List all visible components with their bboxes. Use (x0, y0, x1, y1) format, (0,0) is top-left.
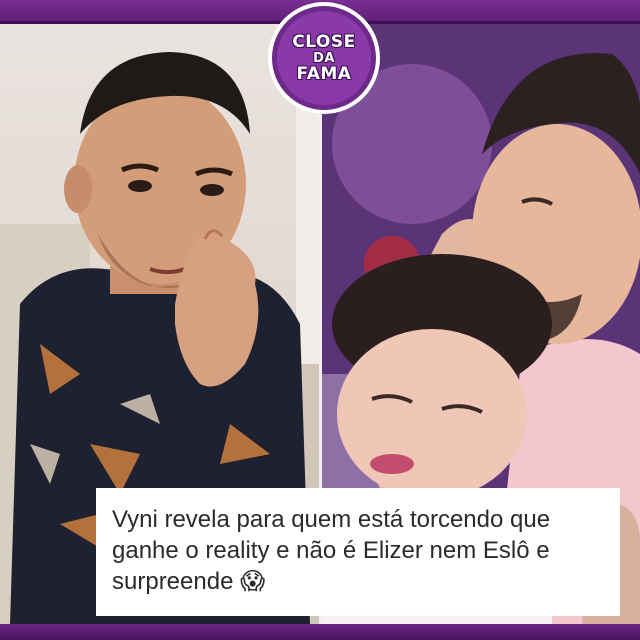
logo-text-close: CLOSE (292, 31, 356, 52)
logo-text-fama: FAMA (296, 63, 352, 84)
logo-inner-circle (277, 11, 371, 105)
logo-text-da: DA (313, 50, 335, 66)
close-da-fama-logo (272, 6, 376, 110)
caption-box (96, 488, 620, 616)
caption-text: Vyni revela para quem está torcendo que ganhe o reality e não é Elizer nem Eslô e surpreende 😱 (112, 506, 551, 595)
bottom-frame-bar (0, 624, 640, 640)
